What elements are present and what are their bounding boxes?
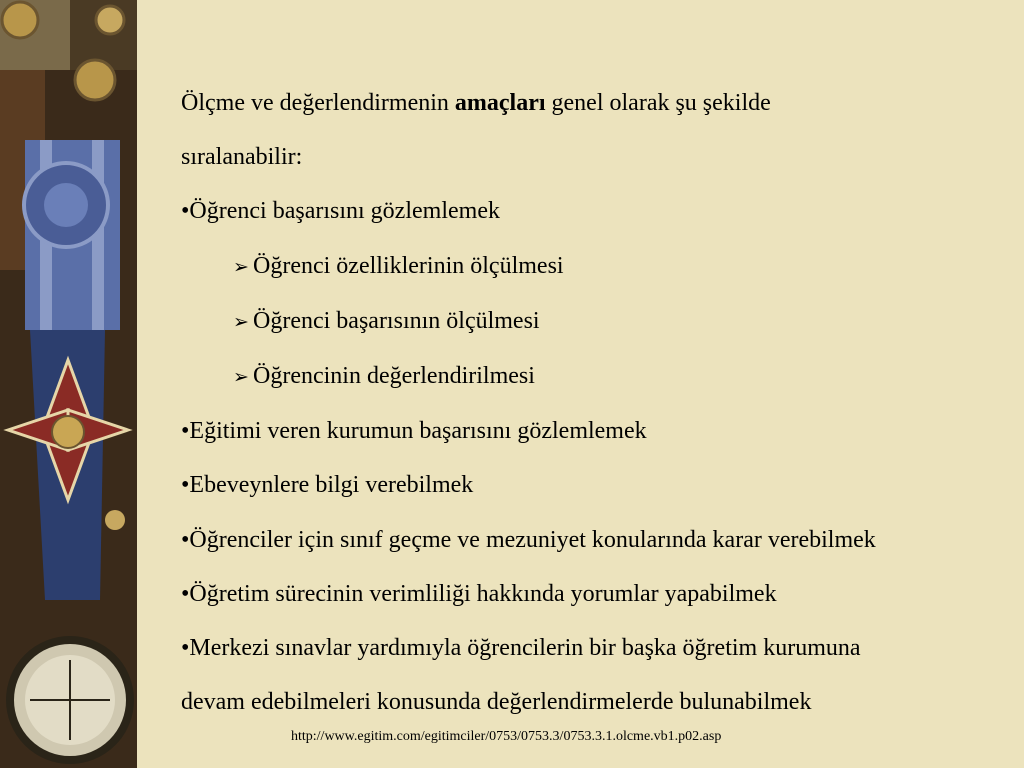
source-url: http://www.egitim.com/egitimciler/0753/0753.3/0753.3.1.olcme.vb1.p02.asp [291,729,722,744]
bullet-icon: • [181,418,190,445]
bullet-continuation: devam edebilmeleri konusunda değerlendirmelerde bulunabilmek [181,689,812,716]
bullet-item [181,567,1011,621]
bullet-icon: • [181,472,190,499]
sub-bullet-item [181,349,1011,404]
bullet-icon: • [181,635,190,662]
bullet-text: Öğrenci başarısını gözlemlemek [189,198,500,225]
bullet-text: Öğretim sürecinin verimliliği hakkında yorumlar yapabilmek [189,580,777,607]
intro-text: Ölçme ve değerlendirmenin [181,90,455,116]
intro-text-end: genel olarak şu şekilde [545,90,771,116]
sub-bullet-item [181,239,1011,294]
slide-content [181,76,1011,729]
arrow-icon: ➢ [233,366,249,389]
arrow-icon: ➢ [233,310,249,333]
bullet-text: Merkezi sınavlar yardımıyla öğrencilerin bir başka öğretim kurumuna [189,635,861,662]
bullet-icon: • [181,526,190,553]
bullet-item [181,621,1011,675]
bullet-icon: • [181,198,190,225]
sub-bullet-text: Öğrenci başarısının ölçülmesi [253,307,540,334]
intro-bold-text: amaçları [454,90,546,116]
intro-continuation: sıralanabilir: [181,144,303,171]
decorative-medal-image [0,0,137,768]
bullet-item [181,404,1011,458]
bullet-text: Öğrenciler için sınıf geçme ve mezuniyet konularında karar verebilmek [189,526,876,553]
intro-line [181,76,1011,130]
sub-bullet-text: Öğrencinin değerlendirilmesi [253,363,535,390]
bullet-text: Ebeveynlere bilgi verebilmek [189,472,474,499]
bullet-item [181,458,1011,512]
bullet-icon: • [181,580,190,607]
sub-bullet-text: Öğrenci özelliklerinin ölçülmesi [253,252,564,279]
sub-bullet-item [181,294,1011,349]
bullet-item [181,513,1011,567]
bullet-text: Eğitimi veren kurumun başarısını gözlemlemek [189,418,647,445]
arrow-icon: ➢ [233,255,249,278]
bullet-item [181,184,1011,238]
